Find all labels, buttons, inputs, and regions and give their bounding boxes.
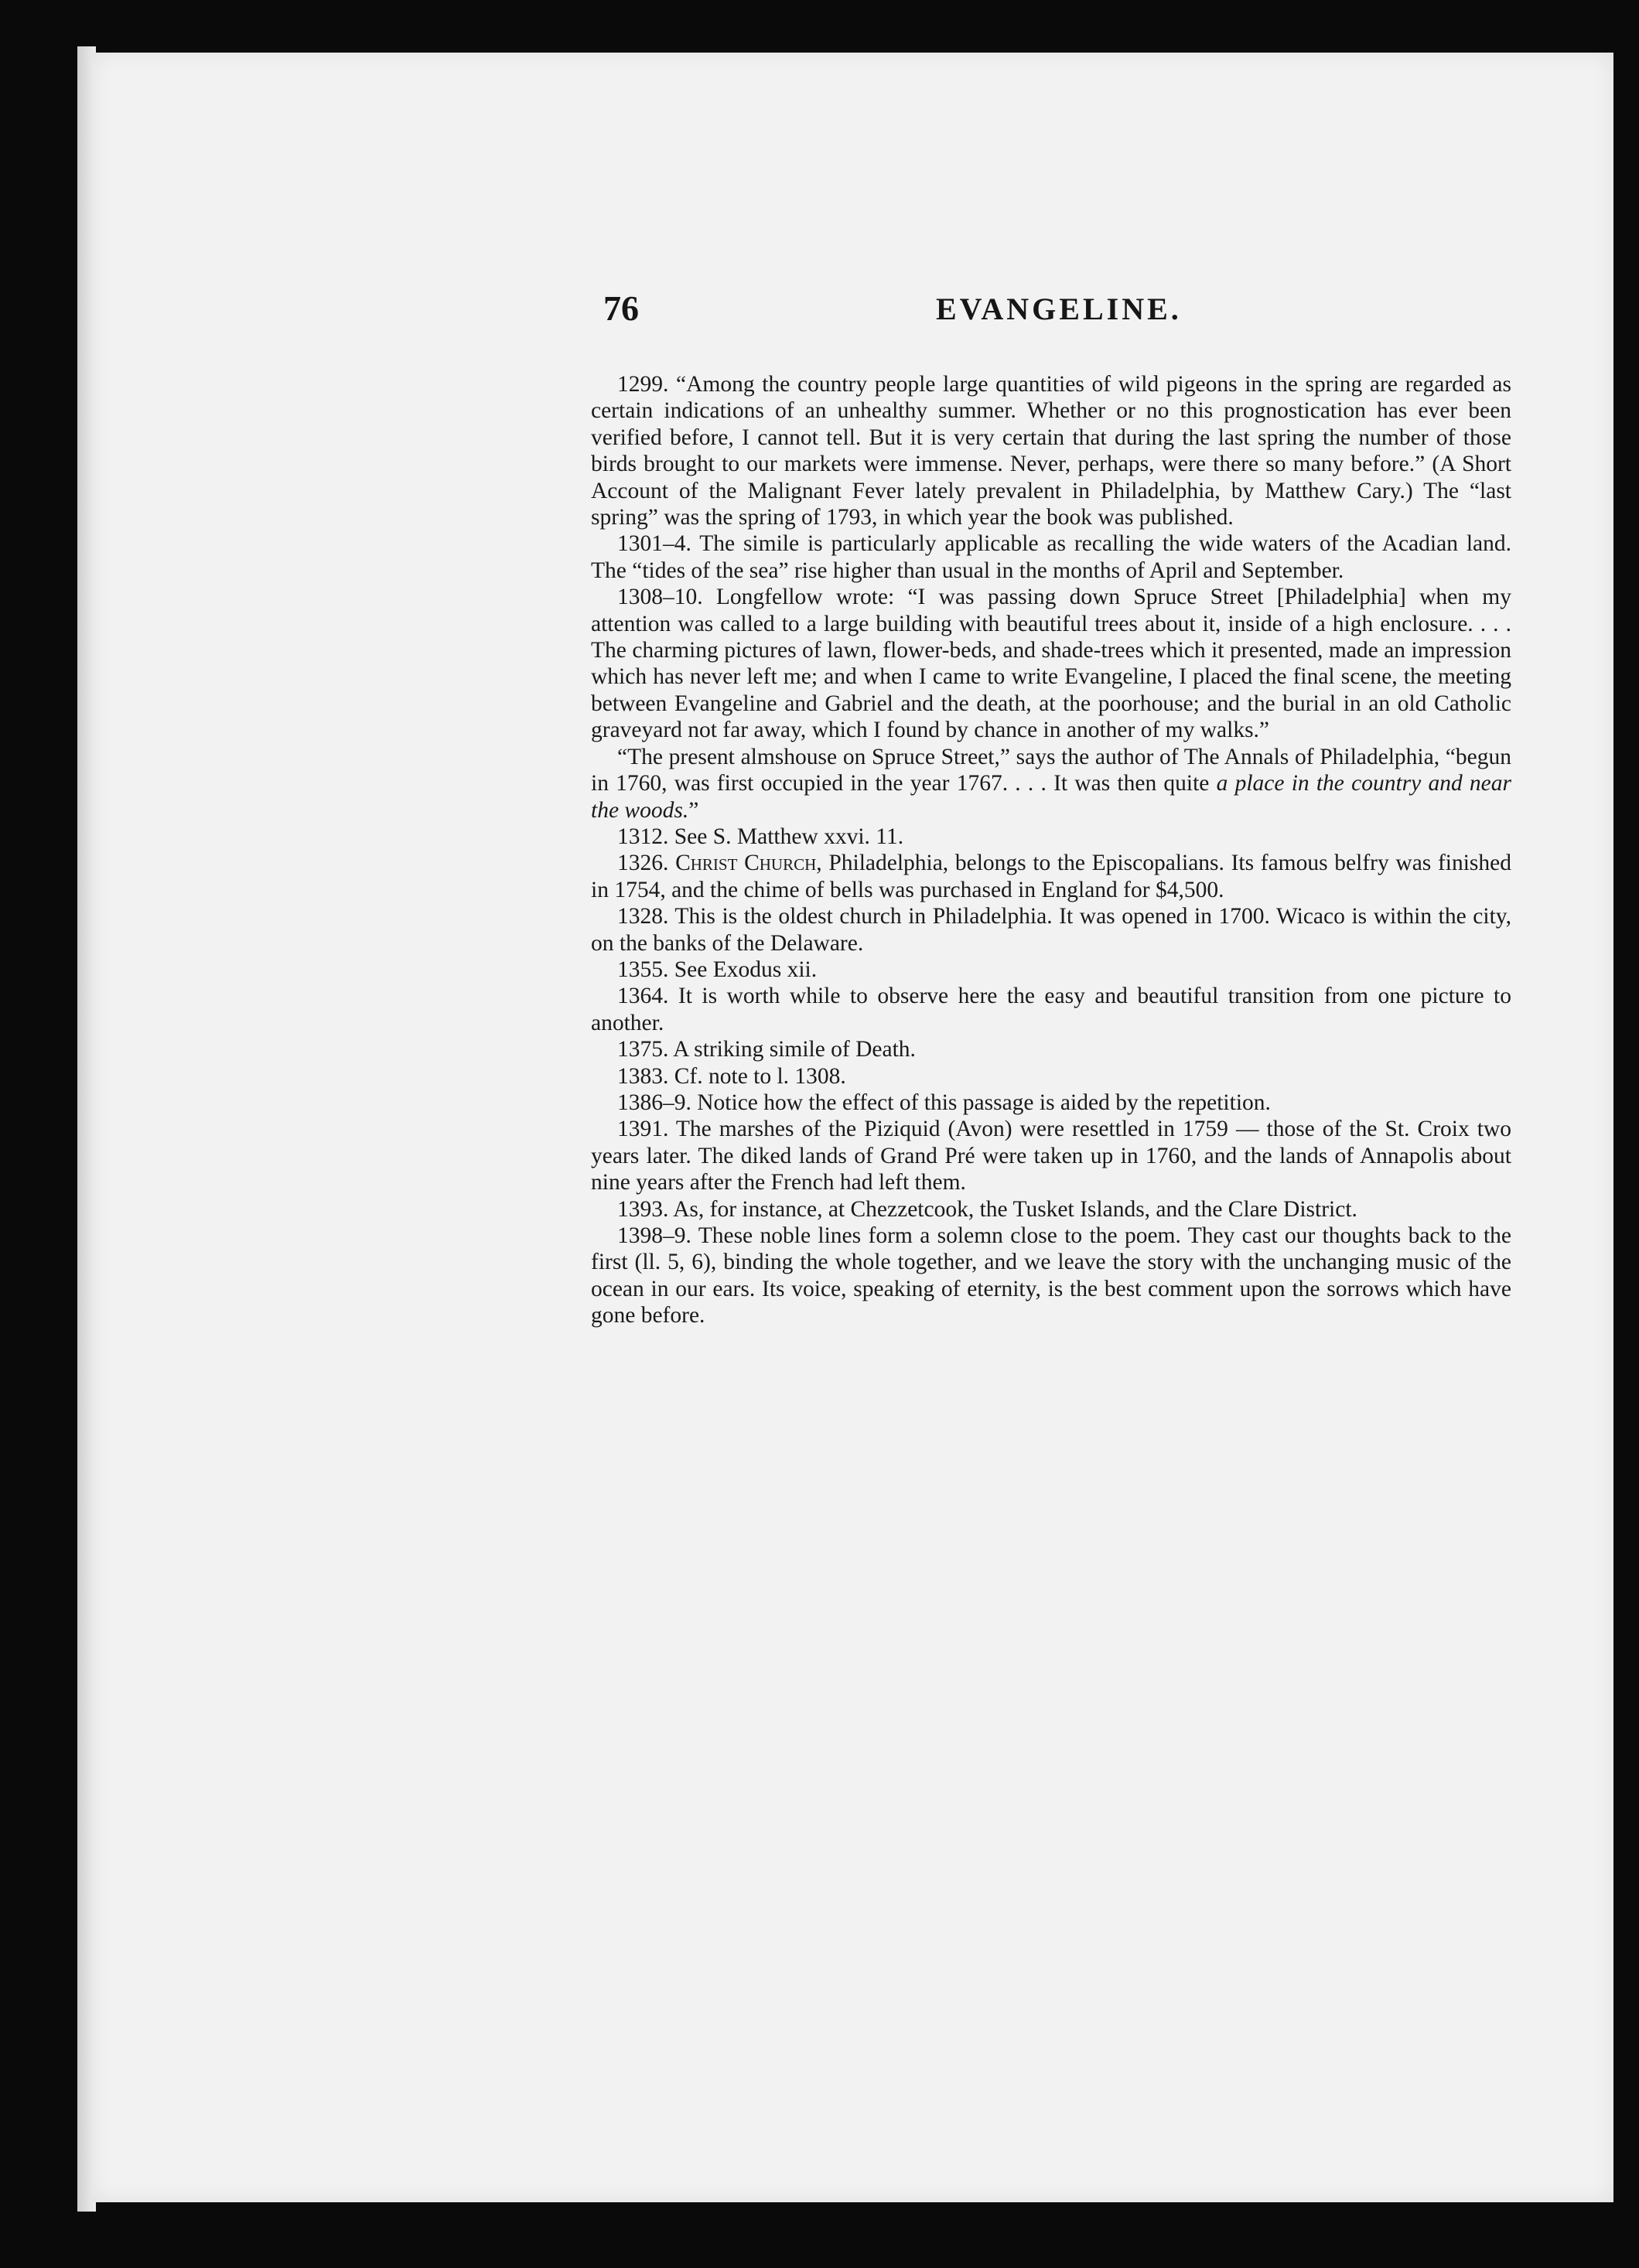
note-1386: 1386–9. Notice how the effect of this passage is aided by the repetition.: [617, 1090, 1271, 1115]
note-1393: 1393. As, for instance, at Chezzetcook, the Tusket Islands, and the Clare District.: [617, 1196, 1357, 1222]
note-1312: 1312. See S. Matthew xxvi. 11.: [617, 824, 904, 849]
note-1364: 1364. It is worth while to observe here the easy and beautiful transition from one picture to another.: [591, 984, 1511, 1035]
note-1299: 1299. “Among the country people large quantities of wild pigeons in the spring are regarded as certain indications of an unhealthy summer. Whether or no this prognostication has ever been verified before, I cannot tell. But it is very certain that during the last spring the number of those birds brought to our markets were immense. Never, perhaps, were there so many before.” (A Short Account of the Malignant Fever lately prevalent in Philadelphia, by Matthew Cary.) The “last spring” was the spring of 1793, in which year the book was published.: [591, 372, 1511, 530]
note-1301: 1301–4. The simile is particularly applicable as recalling the wide waters of the Acadian land. The “tides of the sea” rise higher than usual in the months of April and September.: [591, 531, 1511, 583]
note-1383: 1383. Cf. note to l. 1308.: [617, 1063, 846, 1089]
note-1326-number: 1326.: [617, 851, 676, 876]
note-1391: 1391. The marshes of the Piziquid (Avon) were resettled in 1759 — those of the St. Croix two years later. The diked lands of Grand Pré were taken up in 1760, and the lands of Annapolis about nine years after the French had left them.: [591, 1117, 1511, 1195]
annals-quote: “The present almshouse on Spruce Street,” says the author of The Annals of Philadelphia, “begun in 1760, was first occupied in the year 1767. . . . It was then quite: [591, 744, 1511, 796]
annals-quote-italic: a place in the country and near the woods.: [591, 771, 1511, 823]
christ-church-name: Christ Church: [675, 851, 817, 876]
note-1326: [591, 850, 1511, 903]
note-1308-annals: [591, 744, 1511, 824]
notes-body: [591, 371, 1511, 1329]
annals-quote-end: ”: [688, 797, 699, 823]
note-1375: 1375. A striking simile of Death.: [617, 1037, 916, 1062]
note-1308: 1308–10. Longfellow wrote: “I was passing down Spruce Street [Philadelphia] when my attention was called to a large building with beautiful trees about it, inside of a high enclosure. . . . The charming pictures of lawn, flower-beds, and shade-trees which it presented, made an impression which has never left me; and when I came to write Evangeline, I placed the final scene, the meeting between Evangeline and Gabriel and the death, at the poorhouse; and the burial in an old Catholic graveyard not far away, which I found by chance in another of my walks.”: [591, 585, 1511, 743]
page-header: [603, 288, 1508, 334]
note-1355: 1355. See Exodus xii.: [617, 957, 818, 982]
note-1326-text: , Philadelphia, belongs to the Episcopalians. Its famous belfry was finished in 1754, and the chime of bells was purchased in England for $4,500.: [591, 851, 1511, 902]
page-number: 76: [603, 288, 639, 328]
note-1328: 1328. This is the oldest church in Philadelphia. It was opened in 1700. Wicaco is within the city, on the banks of the Delaware.: [591, 904, 1511, 956]
note-1398: 1398–9. These noble lines form a solemn close to the poem. They cast our thoughts back to the first (ll. 5, 6), binding the whole together, and we leave the story with the unchanging music of the ocean in our ears. Its voice, speaking of eternity, is the best comment upon the sorrows which have gone before.: [591, 1223, 1511, 1328]
running-title: EVANGELINE.: [936, 292, 1182, 326]
